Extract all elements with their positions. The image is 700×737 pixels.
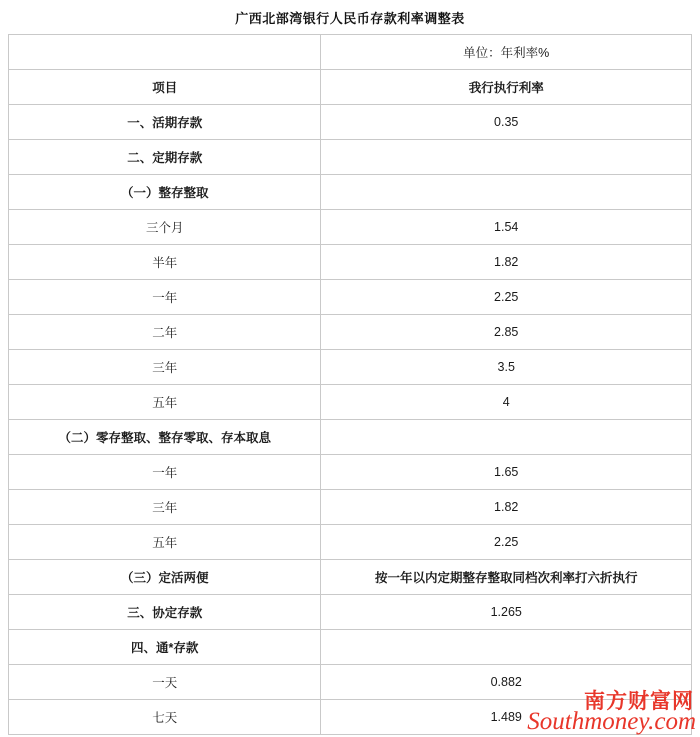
- row-item-cell: 七天: [9, 700, 321, 735]
- row-value-cell: 1.54: [321, 210, 692, 245]
- table-row: [9, 175, 692, 210]
- table-row-unit: [9, 35, 692, 70]
- row-value-cell: [321, 175, 692, 210]
- row-item-cell: 二年: [9, 315, 321, 350]
- table-row: [9, 385, 692, 420]
- watermark-en: Southmoney.com: [527, 707, 696, 735]
- table-row: [9, 140, 692, 175]
- row-value-cell: 2.85: [321, 315, 692, 350]
- row-item-cell: 三年: [9, 490, 321, 525]
- row-value-cell: [321, 420, 692, 455]
- row-item-cell: 五年: [9, 525, 321, 560]
- table-row: [9, 560, 692, 595]
- table-row: [9, 245, 692, 280]
- unit-note-cell: 单位：年利率%: [321, 35, 692, 70]
- row-item-cell: 二、定期存款: [9, 140, 321, 175]
- row-item-cell: 一年: [9, 280, 321, 315]
- watermark-cn: 南方财富网: [584, 688, 694, 713]
- row-item-cell: 四、通*存款: [9, 630, 321, 665]
- row-item-cell: 半年: [9, 245, 321, 280]
- column-header-value: 我行执行利率: [321, 70, 692, 105]
- row-value-cell: 1.489: [321, 700, 692, 735]
- table-row: [9, 210, 692, 245]
- table-header-row: [9, 70, 692, 105]
- row-value-cell: 1.82: [321, 490, 692, 525]
- row-value-cell: 按一年以内定期整存整取同档次利率打六折执行: [321, 560, 692, 595]
- row-item-cell: 一年: [9, 455, 321, 490]
- row-value-cell: 0.882: [321, 665, 692, 700]
- row-value-cell: 4: [321, 385, 692, 420]
- table-row: [9, 350, 692, 385]
- unit-spacer-cell: [9, 35, 321, 70]
- row-item-cell: （二）零存整取、整存零取、存本取息: [9, 420, 321, 455]
- column-header-item: 项目: [9, 70, 321, 105]
- table-row: [9, 315, 692, 350]
- table-row: [9, 105, 692, 140]
- row-value-cell: 1.82: [321, 245, 692, 280]
- table-row: [9, 420, 692, 455]
- row-item-cell: 一天: [9, 665, 321, 700]
- row-value-cell: 2.25: [321, 280, 692, 315]
- row-item-cell: 三个月: [9, 210, 321, 245]
- table-row: [9, 595, 692, 630]
- table-row: [9, 630, 692, 665]
- rate-table: [8, 34, 692, 735]
- row-value-cell: 1.265: [321, 595, 692, 630]
- table-row: [9, 490, 692, 525]
- row-item-cell: （一）整存整取: [9, 175, 321, 210]
- page-title: 广西北部湾银行人民币存款利率调整表: [235, 11, 465, 26]
- row-item-cell: 一、活期存款: [9, 105, 321, 140]
- row-item-cell: 五年: [9, 385, 321, 420]
- table-row: [9, 280, 692, 315]
- table-row: [9, 665, 692, 700]
- row-item-cell: 三年: [9, 350, 321, 385]
- row-value-cell: 0.35: [321, 105, 692, 140]
- table-row: [9, 455, 692, 490]
- row-value-cell: 3.5: [321, 350, 692, 385]
- row-value-cell: [321, 630, 692, 665]
- table-row: [9, 700, 692, 735]
- row-value-cell: 2.25: [321, 525, 692, 560]
- row-item-cell: 三、协定存款: [9, 595, 321, 630]
- row-item-cell: （三）定活两便: [9, 560, 321, 595]
- rate-table-body: [9, 35, 692, 735]
- row-value-cell: [321, 140, 692, 175]
- table-row: [9, 525, 692, 560]
- row-value-cell: 1.65: [321, 455, 692, 490]
